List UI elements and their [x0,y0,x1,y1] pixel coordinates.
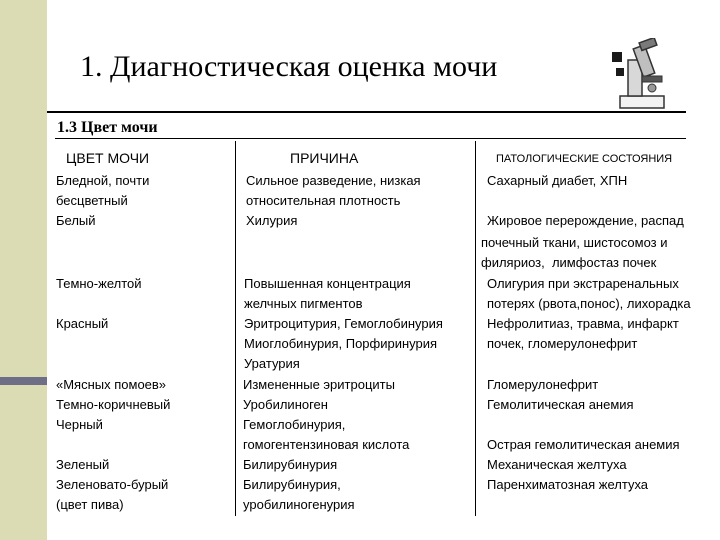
table-cell-color: Бледной, почти бесцветный Белый [56,173,150,228]
microscope-icon [612,38,674,112]
column-divider [235,141,236,516]
title-divider [47,111,686,113]
subtitle-divider [55,138,686,139]
table-cell-color: «Мясных помоев» Темно-коричневый Черный Зеленый Зеленовато-бурый (цвет пива) [56,377,171,512]
table-cell-conditions: Олигурия при экстраренальных потерях (рвота,понос), лихорадка Нефролитиаз, травма, инфаркт почек, гломерулонефрит [487,276,691,351]
header-color: ЦВЕТ МОЧИ [66,150,150,166]
section-subtitle: 1.3 Цвет мочи [57,119,158,136]
table-cell-conditions: Гломерулонефрит Гемолитическая анемия Острая гемолитическая анемия Механическая желтуха Паренхиматозная желтуха [487,377,680,492]
column-divider [475,141,476,516]
left-accent-band [0,0,47,540]
table-cell-cause: Повышенная концентрация желчных пигментов Эритроцитурия, Гемоглобинурия Миоглобинурия, Порфиринурия Уратурия [244,276,443,371]
header-cause: ПРИЧИНА [290,150,359,166]
table-cell-cause: Измененные эритроциты Уробилиноген Гемоглобинурия, гомогентензиновая кислота Билирубинурия Билирубинурия, уробилиногенурия [243,377,410,512]
left-accent-bar [0,377,47,385]
page-title: 1. Диагностическая оценка мочи [80,50,498,83]
table-cell-conditions: Сахарный диабет, ХПН Жировое перерождение, распад [487,173,684,228]
table-cell-conditions: почечный ткани, шистосомоз и филяриоз, лимфостаз почек [481,235,668,270]
table-cell-color: Темно-желтой Красный [56,276,142,331]
header-conditions: ПАТОЛОГИЧЕСКИЕ СОСТОЯНИЯ [496,153,673,165]
table-cell-cause: Сильное разведение, низкая относительная плотность Хилурия [246,173,421,228]
